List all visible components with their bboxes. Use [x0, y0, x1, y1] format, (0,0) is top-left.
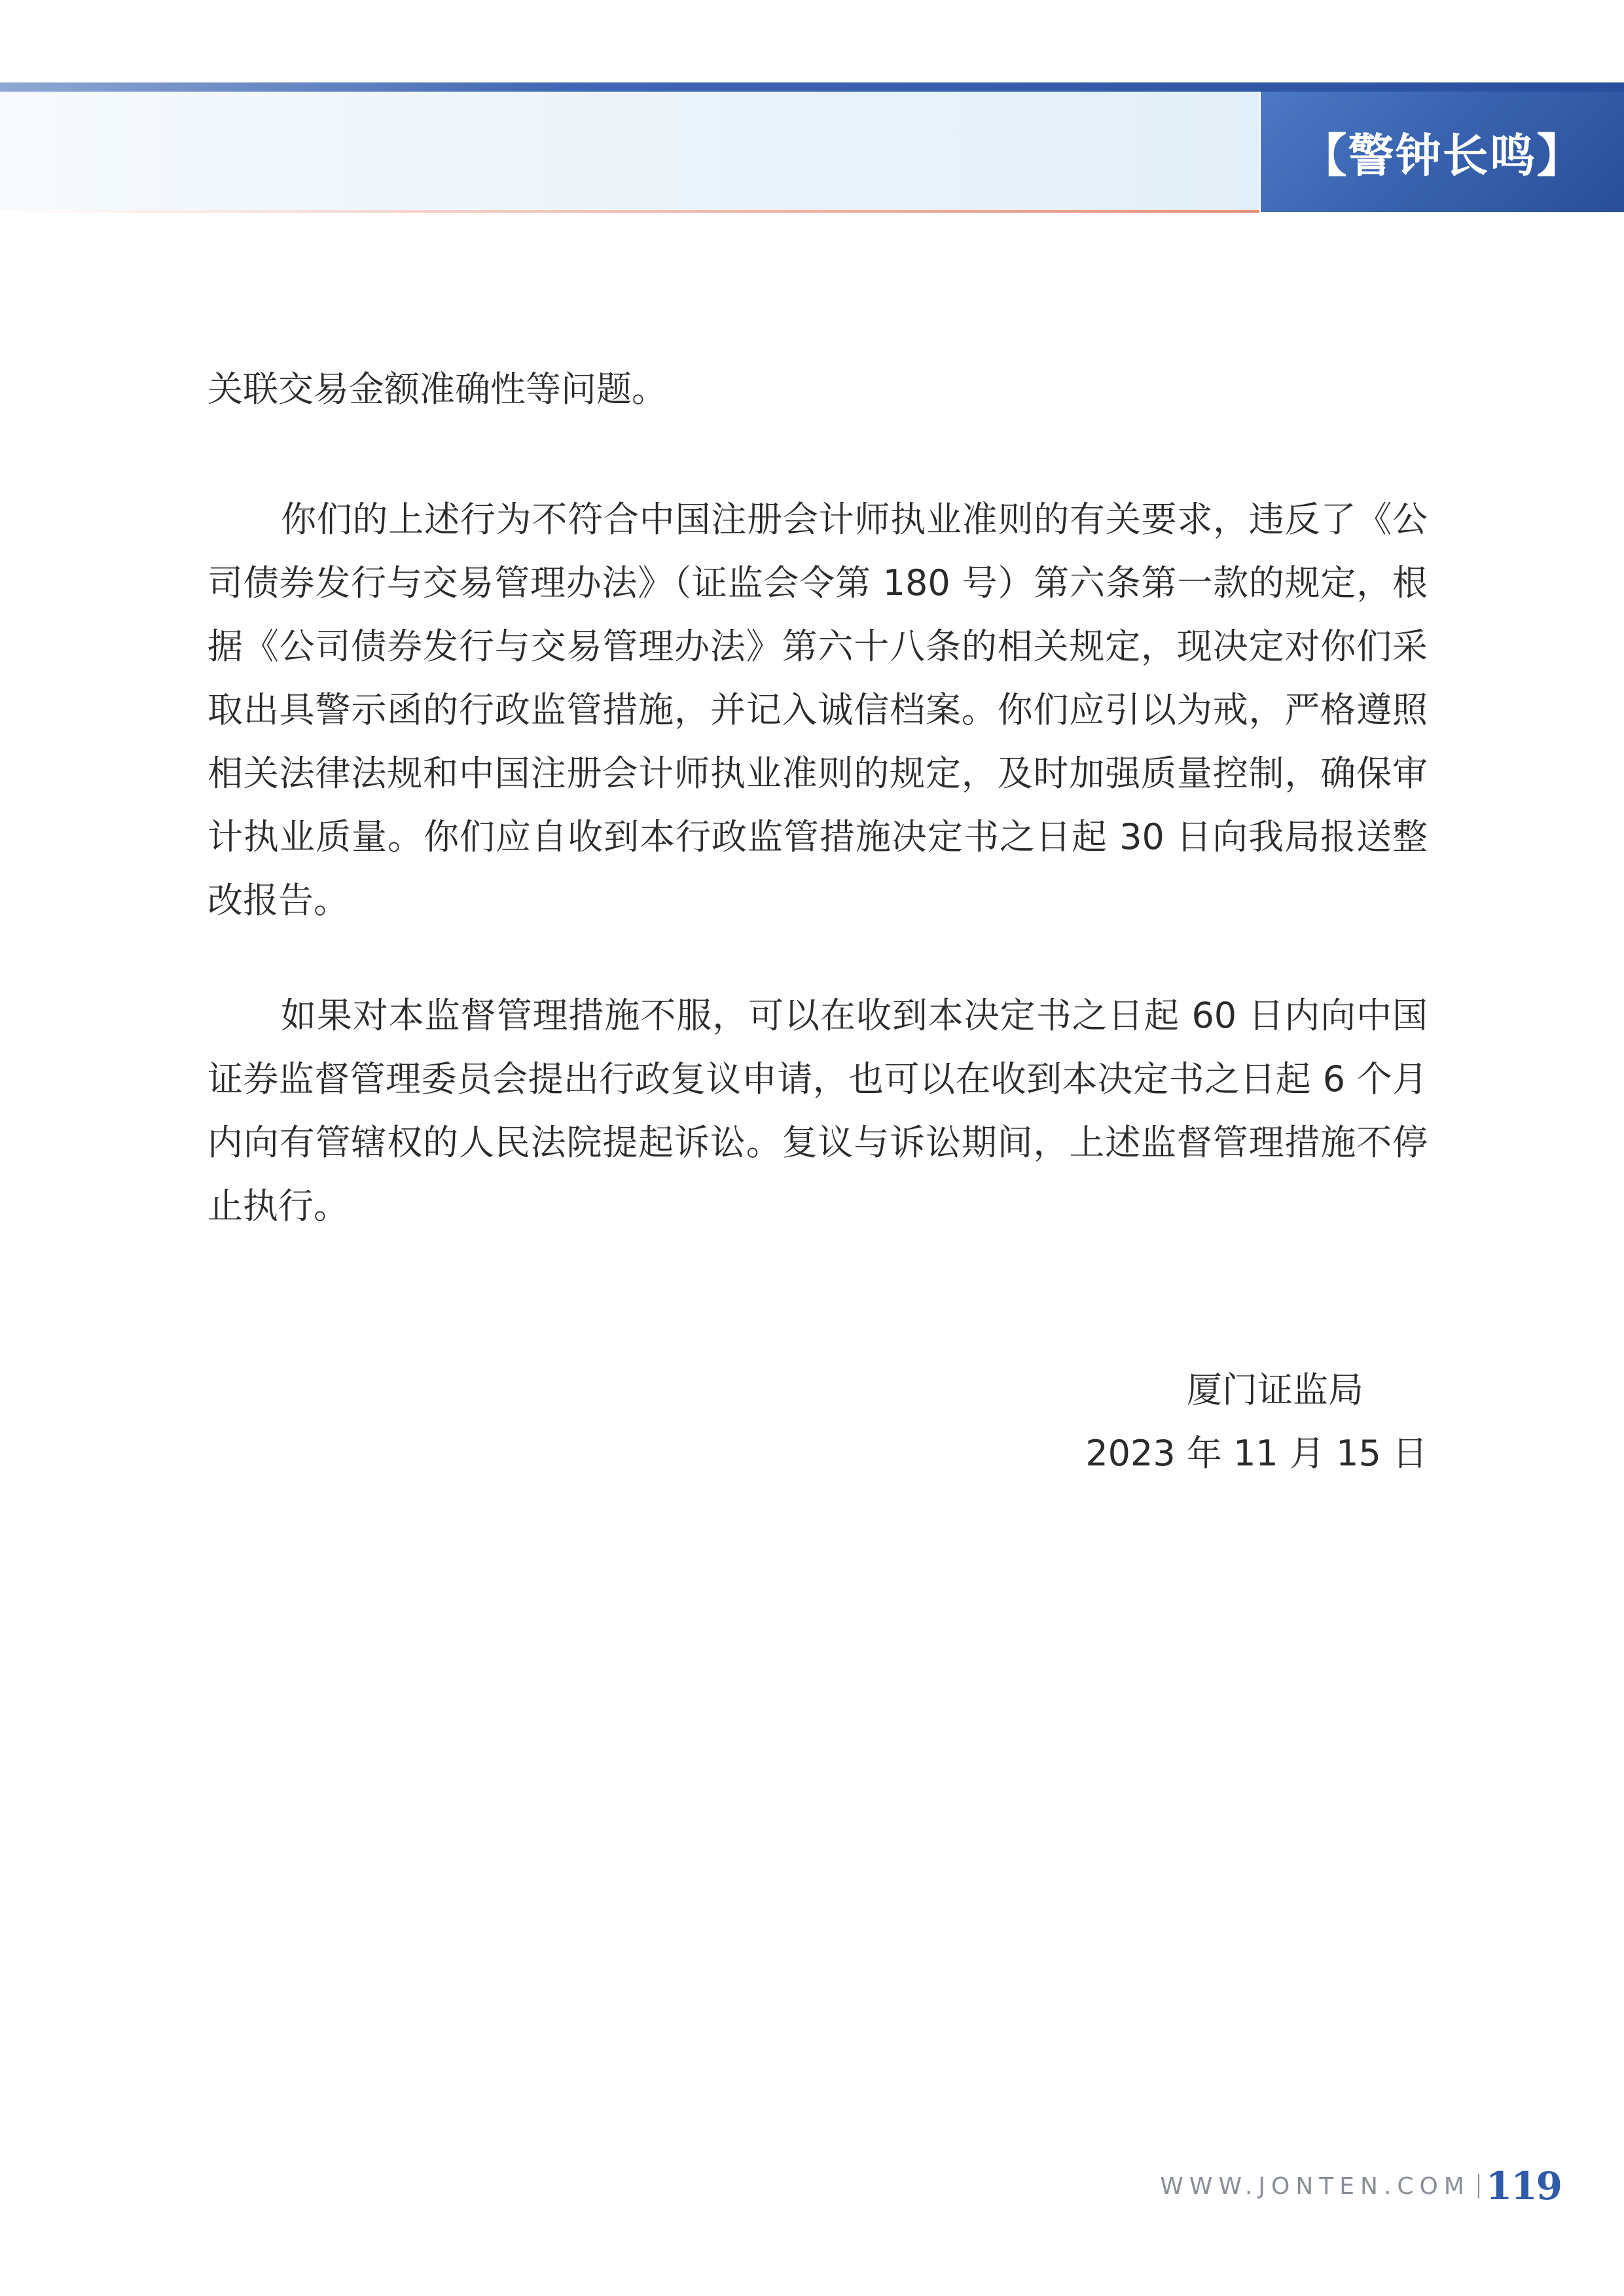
section-tag-text: 【警钟长鸣】	[1301, 128, 1584, 183]
paragraph-decision: 你们的上述行为不符合中国注册会计师执业准则的有关要求，违反了《公司债券发行与交易管理办法》（证监会令第 180 号）第六条第一款的规定，根据《公司债券发行与交易管理办法》第六十八条的相关规定，现决定对你们采取出具警示函的行政监管措施，并记入诚信档案。你们应引以为戒，严格遵照相关法律法规和中国注册会计师执业准则的规定，及时加强质量控制，确保审计执业质量。你们应自收到本行政监管措施决定书之日起 30 日向我局报送整改报告。	[208, 499, 1428, 921]
page-footer	[1160, 2160, 1561, 2212]
section-tag-box	[1261, 92, 1624, 212]
header-top-stripe	[0, 82, 1624, 92]
paragraph-appeal-notice: 如果对本监督管理措施不服，可以在收到本决定书之日起 60 日内向中国证券监督管理委员会提出行政复议申请，也可以在收到本决定书之日起 6 个月内向有管辖权的人民法院提起诉讼。复议与诉讼期间，上述监督管理措施不停止执行。	[208, 995, 1428, 1227]
signature-block	[1085, 1358, 1428, 1485]
header-accent-line	[0, 210, 1259, 213]
page-number: 119	[1485, 2164, 1561, 2208]
footer-divider	[1478, 2174, 1479, 2198]
issuing-authority: 厦门证监局	[1187, 1369, 1363, 1410]
footer-website: WWW.JONTEN.COM	[1160, 2172, 1470, 2200]
issue-date: 2023 年 11 月 15 日	[1085, 1433, 1428, 1474]
paragraph-continuation: 关联交易金额准确性等问题。	[208, 368, 667, 410]
header-band	[0, 92, 1259, 212]
